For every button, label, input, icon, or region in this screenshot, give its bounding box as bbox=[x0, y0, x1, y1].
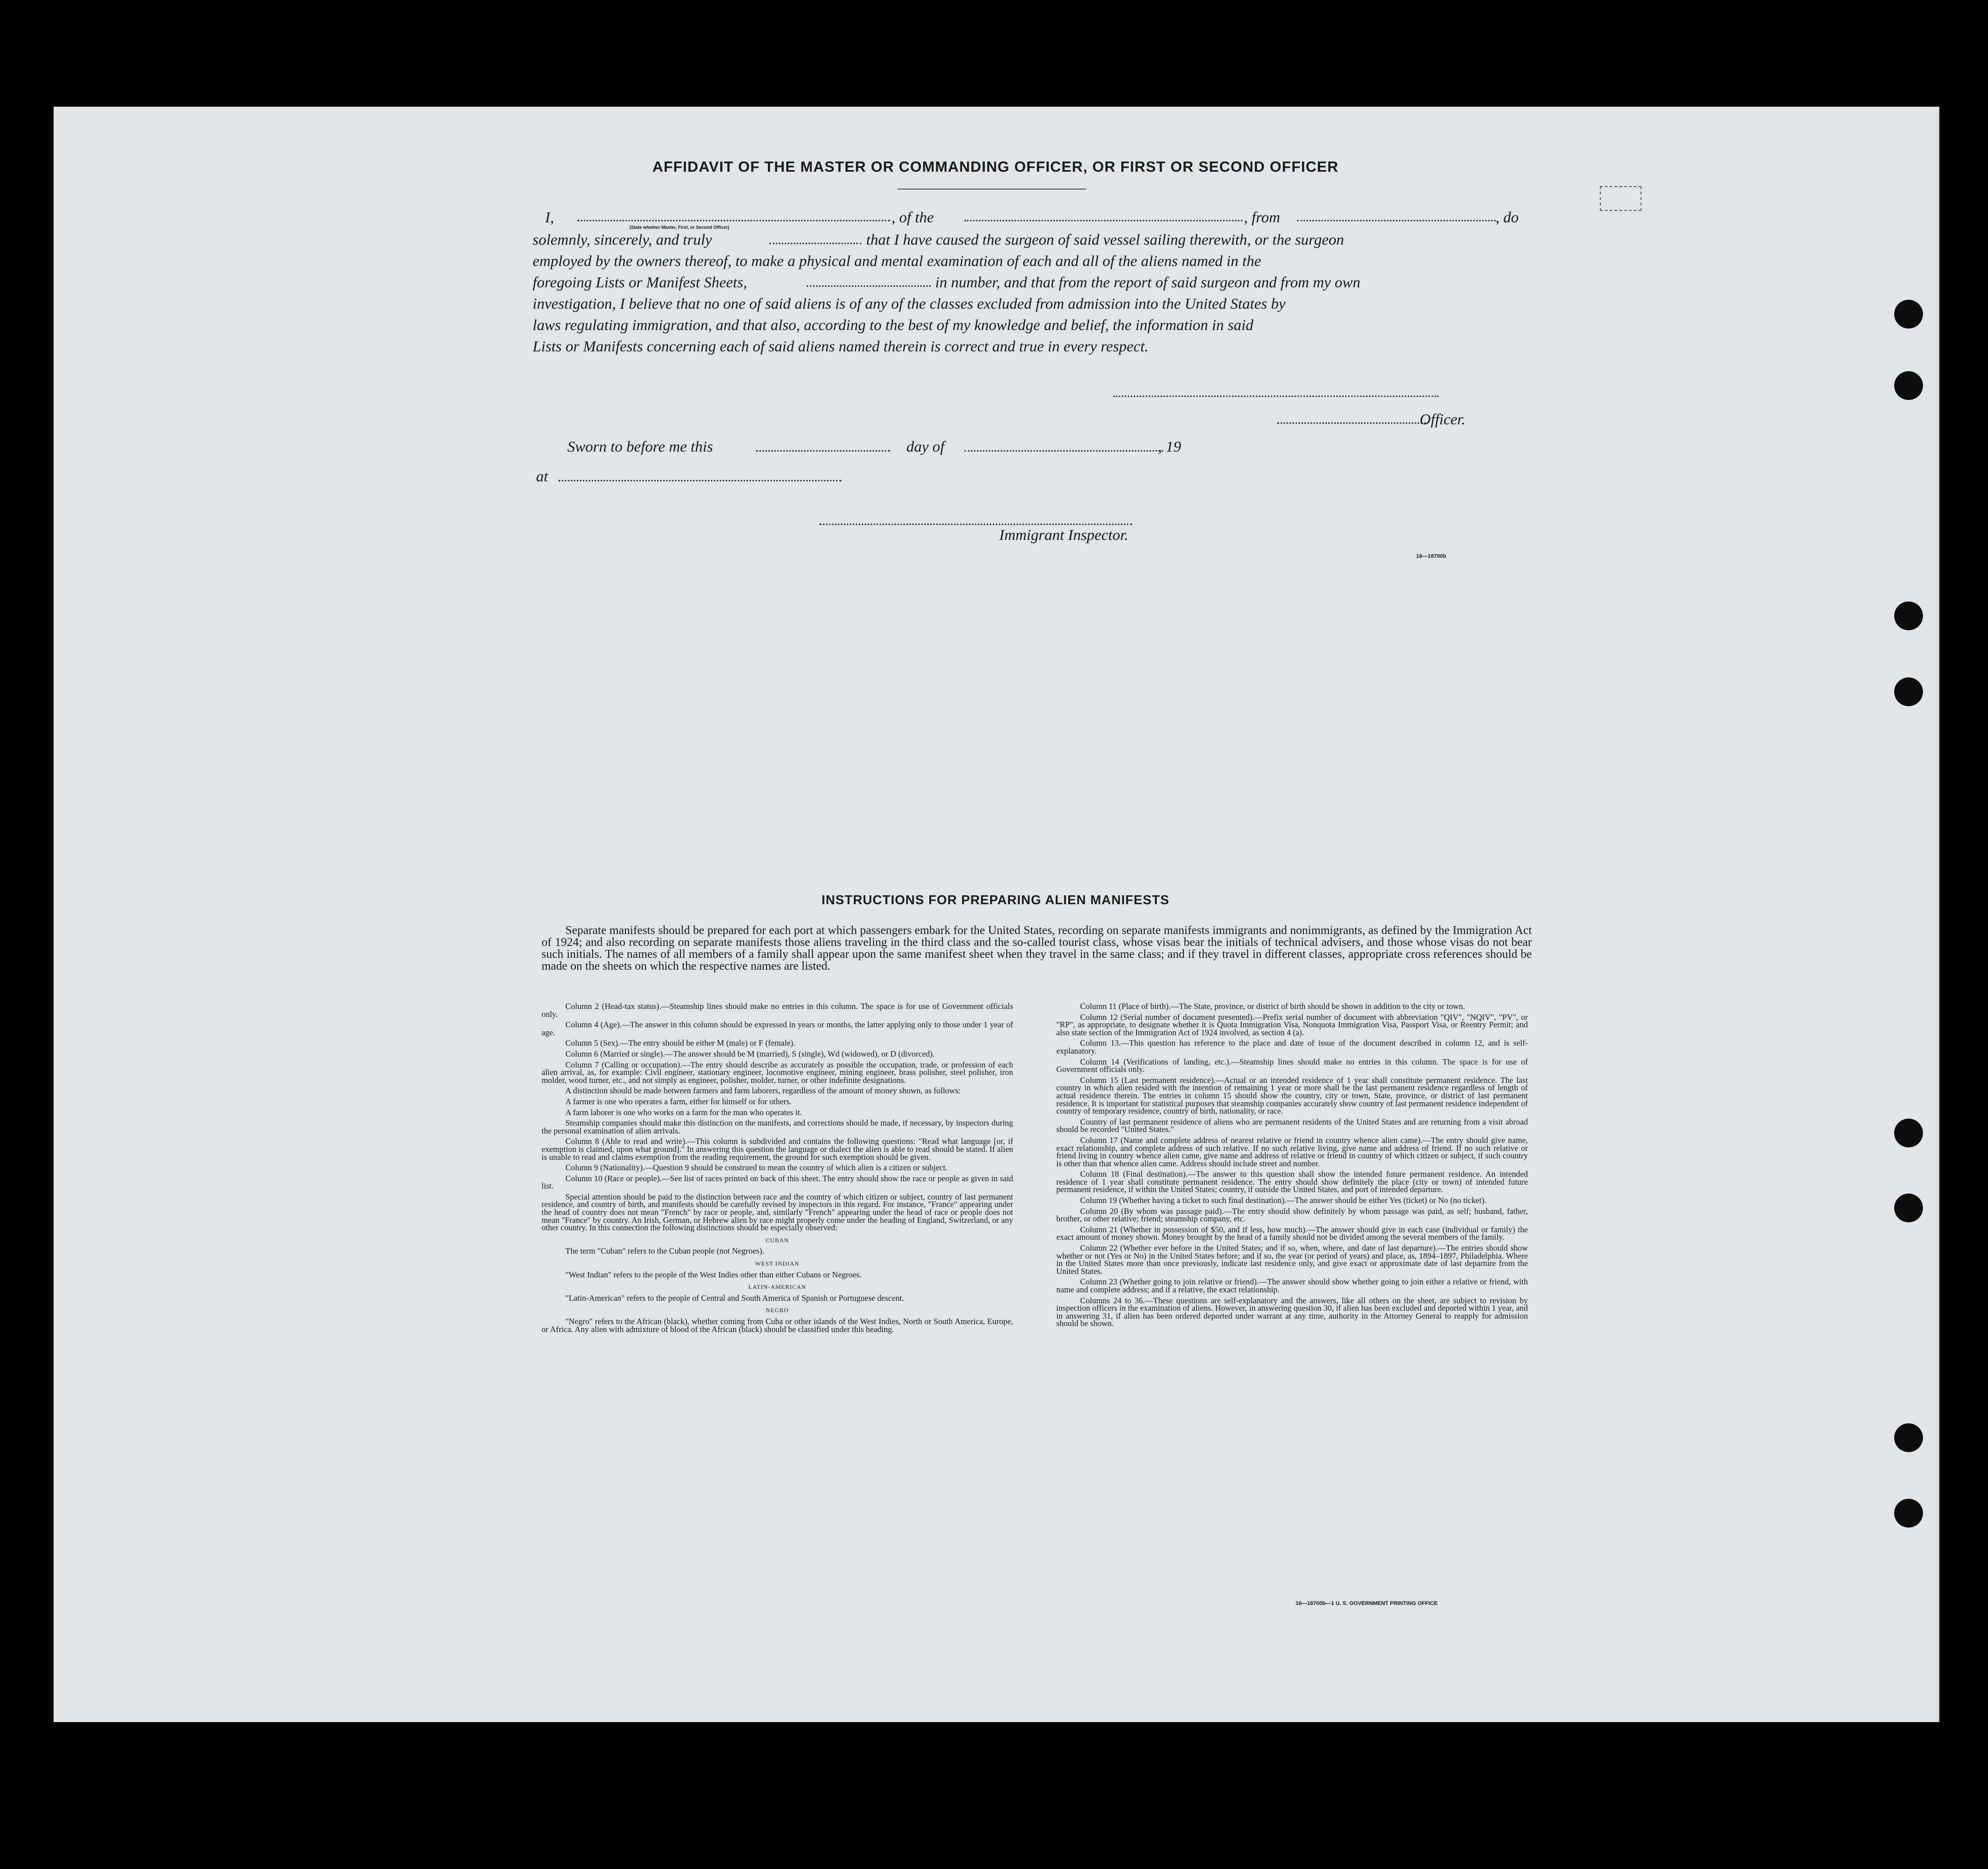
right-paragraph: Column 22 (Whether ever before in the United States; and if so, when, where, and date of last departure).—The entries should show whether or not (Yes or No) in the United States before; and if so, the year (or period of years) and place, as, 1894–1897, Philadelphia. Where in the United States more than once previously, indicate last residence only, and give exact or approximate date of last departure from the United States. bbox=[1056, 1243, 1528, 1276]
instructions-title: INSTRUCTIONS FOR PREPARING ALIEN MANIFESTS bbox=[822, 892, 1169, 907]
binder-hole bbox=[1894, 1194, 1923, 1222]
inspector-label: Immigrant Inspector. bbox=[999, 526, 1129, 543]
right-paragraph: Columns 24 to 36.—These questions are self-explanatory and the answers, like all others on the sheet, are subject to revision by inspection officers in the examination of aliens. However, in answering question 30, if alien has been excluded and deported within 1 year, and in answering 31, if alien has been ordered deported under warrant at any time, authority in the Attorney General to reapply for admission should be shown. bbox=[1056, 1295, 1528, 1329]
affidavit-line-4b: in number, and that from the report of said surgeon and from my own bbox=[935, 273, 1361, 291]
word-do: , do bbox=[1496, 208, 1519, 226]
year-label: , 19 bbox=[1158, 438, 1181, 455]
binder-hole bbox=[1894, 677, 1923, 706]
affidavit-line-1b bbox=[891, 208, 934, 226]
left-paragraph: Column 9 (Nationality).—Question 9 should be construed to mean the country of which alien is a citizen or subject. bbox=[565, 1163, 948, 1173]
left-paragraph: Special attention should be paid to the distinction between race and the country of which citizen or subject, country of last permanent residence, and country of birth, and manifests should be carefully revised by inspectors in this regard. For instance, "France" appearing under the head of country does not mean "French" by race or people, and, similarly "French" appearing under the head of race or people does not mean "France" by country. An Irish, German, or Hebrew alien by race might properly come under the heading of England, Switzerland, or any other country. In this connection the following distinctions should be especially observed: bbox=[542, 1192, 1013, 1233]
west-indian-text: "West Indian" refers to the people of the West Indies other than either Cubans or Negroes. bbox=[565, 1269, 862, 1279]
negro-heading: NEGRO bbox=[765, 1307, 789, 1314]
officer-title-blank[interactable] bbox=[1277, 422, 1426, 424]
binder-hole bbox=[1894, 601, 1923, 630]
right-paragraph: Column 12 (Serial number of document presented).—Prefix serial number of document with abbreviation "QIV", "NQIV", "PV", or "RP", as appropriate, to designate whether it is Quota Immigration Visa, Nonquota Immigration Visa, Passport Visa, or Reentry Permit; and also state section of the Immigration Act of 1924 involved, as section 4 (a). bbox=[1056, 1012, 1528, 1037]
oath-blank[interactable] bbox=[769, 243, 861, 244]
right-paragraph: Column 15 (Last permanent residence).—Actual or an intended residence of 1 year shall constitute permanent residence. The last country in which alien resided with the intention of remaining 1 year or more shall be the last permanent residence regardless of length of actual residence therein. The entries in column 15 should show the country, city or town, State, province, or district of last permanent residence. It is important for statistical purposes that steamship companies accurately show country of last permanent residence independent of country of temporary residence, country of birth, nationality, or race. bbox=[1056, 1075, 1528, 1116]
left-paragraph: Column 4 (Age).—The answer in this column should be expressed in years or months, the latter applying only to those under 1 year of age. bbox=[542, 1020, 1013, 1037]
right-paragraph: Country of last permanent residence of aliens who are permanent residents of the United States and are returning from a visit abroad should be recorded "United States." bbox=[1056, 1117, 1528, 1135]
word-i: I, bbox=[545, 208, 554, 226]
left-paragraph: Column 7 (Calling or occupation).—The entry should describe as accurately as possible the occupation, trade, or profession of each alien arrival, as, for example: Civil engineer, stationary engineer, locomotive engineer, mining engineer, brass polisher, steel polisher, iron molder, wood turner, etc., and not simply as engineer, polisher, molder, turner, or other indefinite designations. bbox=[542, 1060, 1013, 1085]
signature-line[interactable] bbox=[1113, 396, 1439, 397]
cuban-text: The term "Cuban" refers to the Cuban people (not Negroes). bbox=[565, 1246, 764, 1256]
officer-rank-note: (State whether Master, First, or Second Officer) bbox=[629, 225, 730, 230]
left-paragraph: Column 6 (Married or single).—The answer should be M (married), S (single), Wd (widowed), or D (divorced). bbox=[565, 1049, 935, 1059]
word-of-the: , of the bbox=[891, 208, 934, 226]
title-underline bbox=[897, 189, 1086, 190]
printing-office-footer: 16—18700b—1 U. S. GOVERNMENT PRINTING OFFICE bbox=[1296, 1601, 1438, 1606]
latin-american-text: "Latin-American" refers to the people of Central and South America of Spanish or Portuguese descent. bbox=[565, 1293, 904, 1303]
right-paragraph: Column 18 (Final destination).—The answer to this question shall show the intended future permanent residence. An intended residence of 1 year shall constitute permanent residence. The entry should show definitely the place (city or town) of intended future permanent residence, if within the United States; country, if outside the United States, and port of intended departure. bbox=[1056, 1169, 1528, 1195]
affidavit-line-7: Lists or Manifests concerning each of said aliens named therein is correct and true in every respect. bbox=[533, 337, 1149, 355]
affidavit-line-4a: foregoing Lists or Manifest Sheets, bbox=[533, 273, 747, 291]
intro-text: Separate manifests should be prepared for each port at which passengers embark for the United States, recording on separate manifests immigrants and nonimmigrants, as defined by the Immigration Act of 1924; and also recording on separate manifests those aliens traveling in the third class and the so-called tourist class, whose visas bear the initials of technical advisers, and those whose visas do not bear such initials. The names of all members of a family shall appear upon the same manifest sheet when they travel in the same class; and if they travel in different classes, appropriate cross references should be made on the sheets on which the respective names are listed. bbox=[542, 924, 1532, 973]
right-paragraph: Column 20 (By whom was passage paid).—The entry should show definitely by whom passage was paid, as self; husband, father, brother, or other relative; friend; steamship company, etc. bbox=[1056, 1206, 1528, 1224]
at-label: at bbox=[536, 467, 548, 485]
sworn-day-blank[interactable] bbox=[756, 450, 890, 452]
binder-hole bbox=[1894, 1119, 1923, 1147]
right-paragraph: Column 13.—This question has reference to the place and date of issue of the document described in column 12, and is self-explanatory. bbox=[1056, 1038, 1528, 1056]
binder-hole bbox=[1894, 1423, 1923, 1452]
affidavit-line-2b: that I have caused the surgeon of said vessel sailing therewith, or the surgeon bbox=[866, 231, 1344, 248]
sworn-place-blank[interactable] bbox=[558, 480, 841, 481]
sworn-month-blank[interactable] bbox=[964, 450, 1163, 452]
right-paragraph: Column 19 (Whether having a ticket to such final destination).—The answer should be either Yes (ticket) or No (no ticket). bbox=[1080, 1196, 1487, 1205]
left-paragraph: Steamship companies should make this distinction on the manifests, and corrections should be made, if necessary, by inspectors during the personal examination of alien arrivals. bbox=[542, 1118, 1013, 1135]
officer-rank-blank[interactable] bbox=[577, 220, 890, 221]
affidavit-line-3: employed by the owners thereof, to make a physical and mental examination of each and all of the aliens named in the bbox=[533, 252, 1261, 269]
affidavit-line-1 bbox=[545, 208, 554, 226]
west-indian-heading: WEST INDIAN bbox=[755, 1260, 800, 1268]
affidavit-line-5: investigation, I believe that no one of said aliens is of any of the classes excluded from admission into the United States by bbox=[533, 295, 1286, 312]
left-paragraph: A farmer is one who operates a farm, either for himself or for others. bbox=[565, 1096, 792, 1106]
left-paragraph: Column 10 (Race or people).—See list of races printed on back of this sheet. The entry should show the race or people as given in said list. bbox=[542, 1173, 1013, 1191]
right-paragraph: Column 21 (Whether in possession of $50, and if less, how much).—The answer should give in each case (individual or family) the exact amount of money shown. Money brought by the head of a family should not be divided among the several members of the family. bbox=[1056, 1224, 1528, 1242]
sworn-label: Sworn to before me this bbox=[567, 438, 713, 455]
affidavit-line-2a: solemnly, sincerely, and truly bbox=[533, 231, 712, 248]
instructions-intro bbox=[542, 925, 1532, 972]
right-paragraph: Column 11 (Place of birth).—The State, province, or district of birth should be shown in addition to the city or town. bbox=[1080, 1001, 1465, 1011]
sheet-count-blank[interactable] bbox=[807, 285, 931, 287]
affidavit-title: AFFIDAVIT OF THE MASTER OR COMMANDING OFFICER, OR FIRST OR SECOND OFFICER bbox=[652, 159, 1339, 175]
left-paragraph: A farm laborer is one who works on a farm for the man who operates it. bbox=[565, 1107, 802, 1117]
binder-hole bbox=[1894, 371, 1923, 400]
vessel-blank[interactable] bbox=[964, 220, 1242, 221]
affidavit-line-6: laws regulating immigration, and that also, according to the best of my knowledge and belief, the information in said bbox=[533, 316, 1254, 334]
latin-american-heading: LATIN-AMERICAN bbox=[748, 1283, 807, 1291]
left-paragraph: Column 2 (Head-tax status).—Steamship lines should make no entries in this column. The space is for use of Government officials only. bbox=[542, 1001, 1013, 1019]
affidavit-line-1c bbox=[1244, 208, 1280, 226]
affidavit-form-number: 16—18700b bbox=[1416, 553, 1446, 559]
word-from: , from bbox=[1244, 208, 1280, 226]
instructions-left-column bbox=[542, 1002, 1013, 1336]
manifest-sheet bbox=[54, 107, 1939, 1722]
affidavit-line-1d bbox=[1496, 208, 1519, 226]
right-paragraph: Column 14 (Verifications of landing, etc.).—Steamship lines should make no entries in this column. The space is for use of Government officials only. bbox=[1056, 1057, 1528, 1074]
officer-label: Officer. bbox=[1420, 410, 1466, 428]
day-of-label: day of bbox=[906, 438, 945, 455]
instructions-right-column bbox=[1056, 1002, 1528, 1331]
left-paragraph: A distinction should be made between farmers and farm laborers, regardless of the amount of money shown, as follows: bbox=[565, 1086, 961, 1096]
right-paragraph: Column 23 (Whether going to join relative or friend).—The answer should show whether going to join either a relative or friend, with name and complete address; and if a relative, the exact relationship. bbox=[1056, 1277, 1528, 1294]
negro-text: "Negro" refers to the African (black), whether coming from Cuba or other islands of the West Indies, North or South America, Europe, or Africa. Any alien with admixture of blood of the African (black) should be classified under this heading. bbox=[542, 1317, 1013, 1334]
binder-hole bbox=[1894, 1499, 1923, 1528]
faint-stamp bbox=[1600, 186, 1642, 211]
left-paragraph: Column 5 (Sex).—The entry should be either M (male) or F (female). bbox=[565, 1038, 796, 1048]
port-blank[interactable] bbox=[1297, 220, 1496, 221]
right-paragraph: Column 17 (Name and complete address of nearest relative or friend in country whence alien came).—The entry should give name, exact relationship, and complete address of such relative. If no such relative living, give name and address of friend. If no such relative or friend living in country whence alien came, give name and address of relative or friend in country of which citizen or subject, if such country is other than that whence alien came. Address should include street and number. bbox=[1056, 1135, 1528, 1168]
inspector-signature-line[interactable] bbox=[820, 524, 1132, 525]
left-paragraph: Column 8 (Able to read and write).—This column is subdivided and contains the following questions: "Read what language [or, if exemption is claimed, upon what ground]." In answering this question the language or dialect the alien is able to read should be stated. If alien is unable to read and claims exemption from the reading requirement, the ground for such exemption should be given. bbox=[542, 1136, 1013, 1162]
binder-hole bbox=[1894, 300, 1923, 329]
cuban-heading: CUBAN bbox=[765, 1236, 789, 1244]
